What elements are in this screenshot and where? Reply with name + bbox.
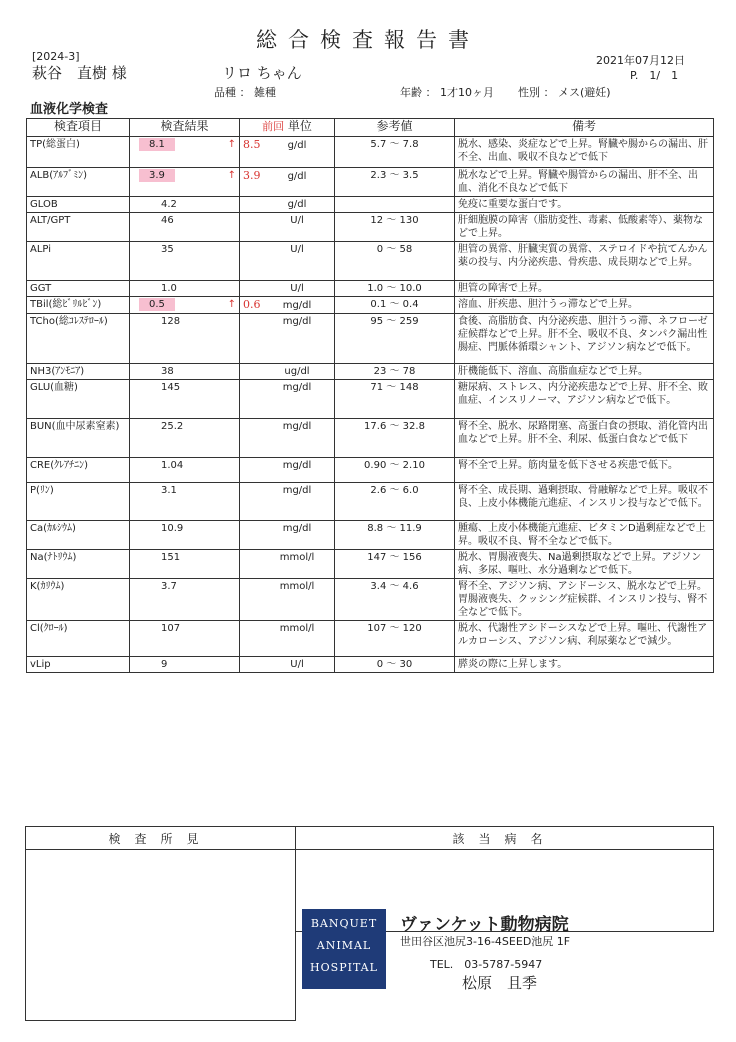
reference-range: 3.4 ～ 4.6 — [335, 579, 455, 621]
sex: 性別 ： メス(避妊) — [518, 86, 611, 99]
findings-label: 検査所見 — [26, 827, 296, 850]
test-item: K(ｶﾘｳﾑ) — [27, 579, 130, 621]
reference-range: 1.0 ～ 10.0 — [335, 281, 455, 297]
result-value: 9 — [161, 659, 168, 670]
previous-value: 0.6 — [243, 298, 261, 311]
note-cell: 食後、高脂肪食、内分泌疾患、胆汁うっ滞、ネフローゼ症候群などで上昇。肝不全、吸収不良、タンパク漏出性腸症、門脈体循環シャント、アジソン病などで低下。 — [455, 314, 714, 364]
unit-cell — [240, 137, 335, 168]
unit-cell — [240, 297, 335, 314]
unit-label: U/l — [290, 244, 304, 255]
unit-label: g/dl — [287, 140, 307, 151]
result-cell — [130, 458, 240, 483]
note-cell: 糖尿病、ストレス、内分泌疾患などで上昇、肝不全、敗血症、インスリノーマ、アジソン病などで低下。 — [455, 380, 714, 419]
unit-label: mg/dl — [282, 382, 312, 393]
result-value: 10.9 — [161, 523, 184, 534]
unit-label: ug/dl — [284, 366, 310, 377]
diagnosis-label: 該当病名 — [296, 827, 714, 850]
hospital-address: 世田谷区池尻3-16-4SEED池尻 1F — [400, 935, 571, 948]
reference-range: 0.1 ～ 0.4 — [335, 297, 455, 314]
col-unit — [240, 119, 335, 137]
report-title: 総合検査報告書 — [256, 28, 480, 52]
unit-cell — [240, 197, 335, 213]
table-row — [27, 419, 714, 458]
result-cell — [130, 281, 240, 297]
result-value: 1.0 — [161, 283, 177, 294]
report-date: 2021年07月12日 — [596, 54, 685, 67]
reference-range: 95 ～ 259 — [335, 314, 455, 364]
col-item: 検査項目 — [27, 119, 130, 137]
high-flag-icon: ↑ — [227, 139, 236, 150]
note-cell: 膵炎の際に上昇します。 — [455, 657, 714, 673]
test-item: Ca(ｶﾙｼｳﾑ) — [27, 521, 130, 550]
note-cell: 腎不全、アジソン病、アシドーシス、脱水などで上昇。胃腸液喪失、クッシング症候群、インスリン投与、腎不全などで低下。 — [455, 579, 714, 621]
note-cell: 溶血、肝疾患、胆汁うっ滞などで上昇。 — [455, 297, 714, 314]
high-flag-icon: ↑ — [227, 299, 236, 310]
col-unit-label: 単位 — [287, 119, 312, 133]
test-item: TCho(総ｺﾚｽﾃﾛｰﾙ) — [27, 314, 130, 364]
test-item: NH3(ｱﾝﾓﾆｱ) — [27, 364, 130, 380]
unit-label: mg/dl — [282, 460, 312, 471]
section-title: 血液化学検査 — [30, 102, 109, 117]
result-cell — [130, 483, 240, 521]
unit-cell — [240, 168, 335, 197]
result-value: 8.1 — [139, 138, 175, 151]
result-cell — [130, 657, 240, 673]
table-row — [27, 297, 714, 314]
unit-cell — [240, 213, 335, 242]
col-result: 検査結果 — [130, 119, 240, 137]
result-cell — [130, 521, 240, 550]
result-value: 25.2 — [161, 421, 184, 432]
unit-label: mg/dl — [282, 485, 312, 496]
result-value: 3.1 — [161, 485, 177, 496]
test-item: GGT — [27, 281, 130, 297]
col-prev: 前回 — [262, 120, 285, 133]
result-cell — [130, 168, 240, 197]
unit-cell — [240, 380, 335, 419]
result-cell — [130, 380, 240, 419]
col-ref: 参考値 — [335, 119, 455, 137]
result-value: 4.2 — [161, 199, 177, 210]
unit-cell — [240, 242, 335, 281]
age: 年齢 ： 1才10ヶ月 — [400, 86, 494, 99]
table-row — [27, 364, 714, 380]
table-row — [27, 657, 714, 673]
note-cell: 脱水などで上昇。腎臓や腸管からの漏出、肝不全、出血、消化不良などで低下 — [455, 168, 714, 197]
reference-range: 71 ～ 148 — [335, 380, 455, 419]
note-cell: 肝細胞膜の障害（脂肪変性、毒素、低酸素等）、薬物などで上昇。 — [455, 213, 714, 242]
owner-name: 萩谷 直樹 様 — [32, 64, 127, 82]
test-item: Na(ﾅﾄﾘｳﾑ) — [27, 550, 130, 579]
findings-box[interactable] — [26, 850, 296, 1021]
result-cell — [130, 621, 240, 657]
table-row — [27, 314, 714, 364]
hospital-logo — [302, 909, 386, 989]
table-row — [27, 137, 714, 168]
reference-range: 2.3 ～ 3.5 — [335, 168, 455, 197]
unit-cell — [240, 579, 335, 621]
high-flag-icon: ↑ — [227, 170, 236, 181]
table-row — [27, 281, 714, 297]
table-row — [27, 197, 714, 213]
hospital-tel: TEL. 03-5787-5947 — [430, 958, 543, 971]
case-code: [2024-3] — [32, 50, 80, 63]
result-cell — [130, 197, 240, 213]
unit-label: mg/dl — [282, 523, 312, 534]
unit-label: mmol/l — [279, 581, 315, 592]
table-row — [27, 483, 714, 521]
table-header-row — [27, 119, 714, 137]
note-cell: 腫瘍、上皮小体機能亢進症、ビタミンD過剰症などで上昇。吸収不良、腎不全などで低下。 — [455, 521, 714, 550]
unit-cell — [240, 364, 335, 380]
reference-range — [335, 197, 455, 213]
unit-cell — [240, 621, 335, 657]
test-item: vLip — [27, 657, 130, 673]
result-value: 107 — [161, 623, 181, 634]
reference-range: 5.7 ～ 7.8 — [335, 137, 455, 168]
note-cell: 胆管の異常、肝臓実質の異常、ステロイドや抗てんかん薬の投与、内分泌疾患、骨疾患、成長期などで上昇。 — [455, 242, 714, 281]
result-value: 3.7 — [161, 581, 177, 592]
table-row — [27, 621, 714, 657]
result-cell — [130, 314, 240, 364]
table-row — [27, 213, 714, 242]
table-row — [27, 550, 714, 579]
table-row — [27, 521, 714, 550]
table-row — [27, 168, 714, 197]
unit-cell — [240, 419, 335, 458]
unit-label: mmol/l — [279, 552, 315, 563]
reference-range: 107 ～ 120 — [335, 621, 455, 657]
previous-value: 3.9 — [243, 169, 261, 182]
test-item: P(ﾘﾝ) — [27, 483, 130, 521]
table-row — [27, 380, 714, 419]
result-value: 145 — [161, 382, 181, 393]
reference-range: 12 ～ 130 — [335, 213, 455, 242]
hospital-name: ヴァンケット動物病院 — [400, 915, 569, 935]
unit-cell — [240, 550, 335, 579]
reference-range: 0.90 ～ 2.10 — [335, 458, 455, 483]
note-cell: 脱水、感染、炎症などで上昇。腎臓や腸からの漏出、肝不全、出血、吸収不良などで低下 — [455, 137, 714, 168]
result-cell — [130, 297, 240, 314]
result-cell — [130, 213, 240, 242]
test-item: GLU(血糖) — [27, 380, 130, 419]
test-item: TBil(総ﾋﾞﾘﾙﾋﾞﾝ) — [27, 297, 130, 314]
logo-line-3: HOSPITAL — [310, 961, 378, 974]
unit-label: mmol/l — [279, 623, 315, 634]
unit-label: mg/dl — [282, 316, 312, 327]
test-item: ALPi — [27, 242, 130, 281]
test-item: BUN(血中尿素窒素) — [27, 419, 130, 458]
pet-name: リロ ちゃん — [222, 64, 302, 82]
note-cell: 腎不全、脱水、尿路閉塞、高蛋白食の摂取、消化管内出血などで上昇。肝不全、利尿、低蛋白食などで低下 — [455, 419, 714, 458]
hospital-person: 松原 且季 — [462, 974, 538, 992]
result-cell — [130, 579, 240, 621]
result-cell — [130, 364, 240, 380]
test-item: GLOB — [27, 197, 130, 213]
unit-label: mg/dl — [282, 421, 312, 432]
test-item: ALT/GPT — [27, 213, 130, 242]
result-value: 0.5 — [139, 298, 175, 311]
reference-range: 0 ～ 30 — [335, 657, 455, 673]
reference-range: 147 ～ 156 — [335, 550, 455, 579]
reference-range: 8.8 ～ 11.9 — [335, 521, 455, 550]
logo-line-2: ANIMAL — [316, 939, 372, 952]
unit-label: U/l — [290, 659, 304, 670]
result-value: 46 — [161, 215, 174, 226]
reference-range: 17.6 ～ 32.8 — [335, 419, 455, 458]
page-number: P. 1/ 1 — [630, 69, 679, 82]
unit-label: U/l — [290, 283, 304, 294]
result-value: 38 — [161, 366, 174, 377]
test-item: CRE(ｸﾚｱﾁﾆﾝ) — [27, 458, 130, 483]
result-cell — [130, 137, 240, 168]
col-note: 備考 — [455, 119, 714, 137]
unit-label: g/dl — [287, 199, 307, 210]
test-item: Cl(ｸﾛｰﾙ) — [27, 621, 130, 657]
result-value: 128 — [161, 316, 181, 327]
logo-line-1: BANQUET — [310, 917, 378, 930]
breed: 品種 ： 雑種 — [214, 86, 276, 99]
reference-range: 0 ～ 58 — [335, 242, 455, 281]
table-row — [27, 579, 714, 621]
result-cell — [130, 419, 240, 458]
note-cell: 脱水、胃腸液喪失、Na過剰摂取などで上昇。アジソン病、多尿、嘔吐、水分過剰などで低下。 — [455, 550, 714, 579]
unit-cell — [240, 458, 335, 483]
test-item: ALB(ｱﾙﾌﾞﾐﾝ) — [27, 168, 130, 197]
unit-cell — [240, 314, 335, 364]
unit-label: mg/dl — [282, 300, 312, 311]
unit-label: U/l — [290, 215, 304, 226]
note-cell: 脱水、代謝性アシドーシスなどで上昇。嘔吐、代謝性アルカローシス、アジソン病、利尿薬などで減少。 — [455, 621, 714, 657]
note-cell: 免疫に重要な蛋白です。 — [455, 197, 714, 213]
table-row — [27, 458, 714, 483]
note-cell: 胆管の障害で上昇。 — [455, 281, 714, 297]
note-cell: 腎不全、成長期、過剰摂取、骨融解などで上昇。吸収不良、上皮小体機能亢進症、インスリン投与などで低下。 — [455, 483, 714, 521]
table-row — [27, 242, 714, 281]
result-value: 3.9 — [139, 169, 175, 182]
result-value: 1.04 — [161, 460, 184, 471]
unit-cell — [240, 657, 335, 673]
note-cell: 腎不全で上昇。筋肉量を低下させる疾患で低下。 — [455, 458, 714, 483]
unit-cell — [240, 483, 335, 521]
result-value: 151 — [161, 552, 181, 563]
unit-cell — [240, 521, 335, 550]
test-item: TP(総蛋白) — [27, 137, 130, 168]
unit-cell — [240, 281, 335, 297]
previous-value: 8.5 — [243, 138, 261, 151]
result-cell — [130, 242, 240, 281]
result-value: 35 — [161, 244, 174, 255]
lab-results-table — [26, 118, 714, 673]
reference-range: 2.6 ～ 6.0 — [335, 483, 455, 521]
result-cell — [130, 550, 240, 579]
note-cell: 肝機能低下、溶血、高脂血症などで上昇。 — [455, 364, 714, 380]
reference-range: 23 ～ 78 — [335, 364, 455, 380]
unit-label: g/dl — [287, 171, 307, 182]
